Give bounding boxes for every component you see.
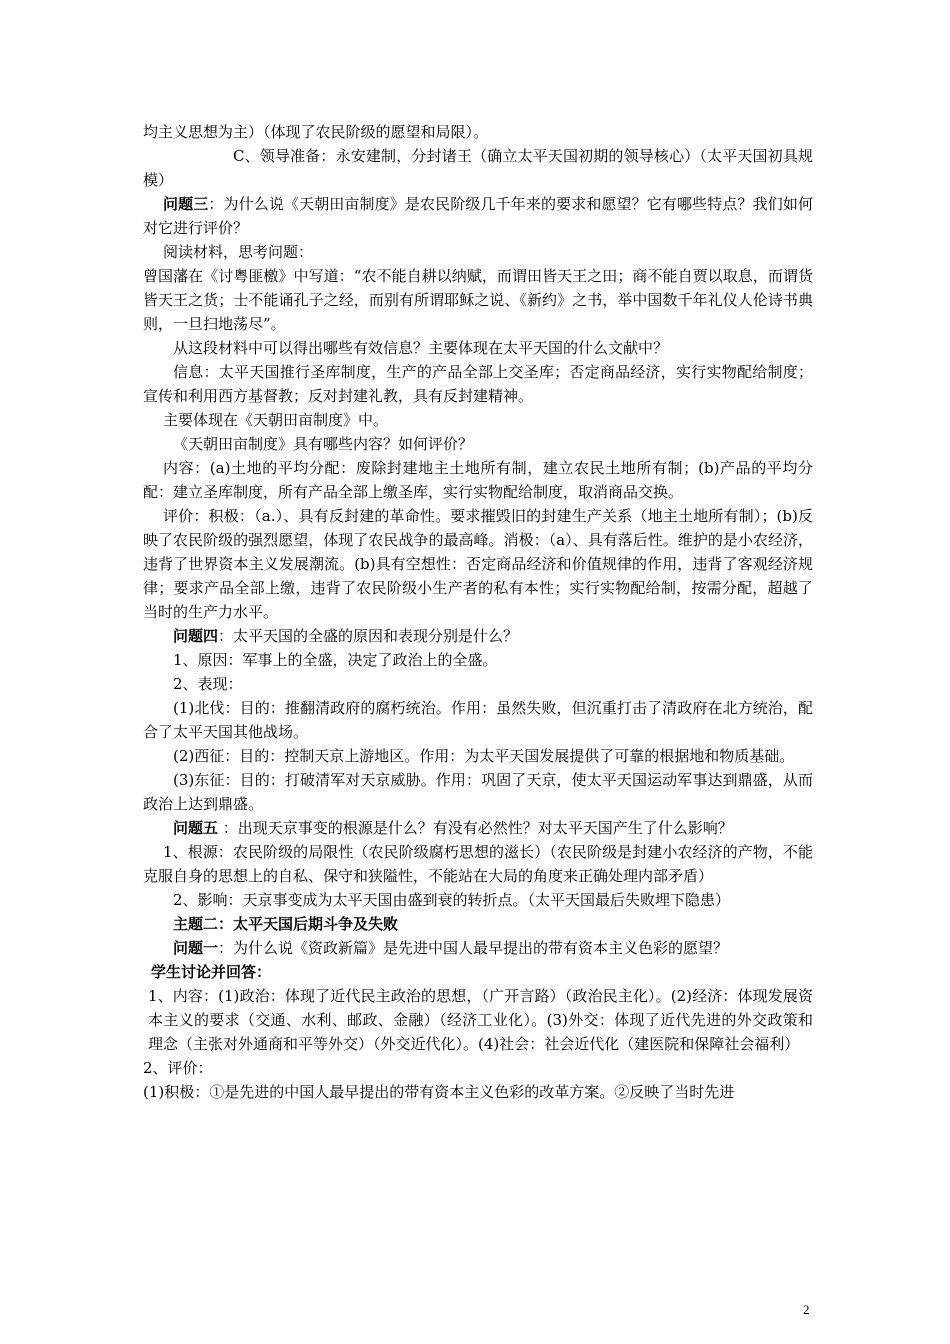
text-paragraph	[143, 192, 813, 240]
text-paragraph: 评价：积极：（a.）、具有反封建的革命性。要求摧毁旧的封建生产关系（地主土地所有制）；(b)反映了农民阶级的强烈愿望，体现了农民战争的最高峰。消极：（a）、具有落后性。维护的是小农经济，违背了世界资本主义发展潮流。(b)具有空想性：否定商品经济和价值规律的作用，违背了客观经济规律；要求产品全部上缴，违背了农民阶级小生产者的私有本性；实行实物配给制，按需分配，超越了当时的生产力水平。	[143, 507, 813, 621]
text-paragraph: 曾国藩在《讨粤匪檄》中写道：“农不能自耕以纳赋，而谓田皆天王之田；商不能自贾以取息，而谓货皆天王之货；士不能诵孔子之经，而别有所谓耶稣之说、《新约》之书，举中国数千年礼仪人伦诗书典则，一旦扫地荡尽”。	[143, 267, 813, 333]
question-label: 问题五	[173, 819, 219, 837]
text-paragraph: 均主义思想为主）（体现了农民阶级的愿望和局限）。	[143, 123, 489, 141]
text-paragraph: C、领导准备：永安建制，分封诸王（确立太平天国初期的领导核心）（太平天国初具规模）	[143, 147, 813, 189]
text-paragraph	[143, 816, 813, 840]
text-paragraph: 1、原因：军事上的全盛，决定了政治上的全盛。	[173, 651, 498, 669]
text-paragraph: (3)东征：目的：打破清军对天京威胁。作用：巩固了天京，使太平天国运动军事达到鼎盛，从而政治上达到鼎盛。	[143, 771, 813, 813]
text-paragraph: (2)西征：目的：控制天京上游地区。作用：为太平天国发展提供了可靠的根据地和物质基础。	[173, 747, 795, 765]
page-number: 2	[803, 1302, 810, 1317]
question-text: ：出现天京事变的根源是什么？有没有必然性？对太平天国产生了什么影响？	[218, 819, 733, 837]
text-paragraph: 主题二：太平天国后期斗争及失败	[173, 915, 399, 933]
document-body	[143, 120, 813, 1104]
text-paragraph: 2、评价：	[143, 1059, 213, 1077]
text-paragraph: 信息：太平天国推行圣库制度，生产的产品全部上交圣库；否定商品经济，实行实物配给制度；宣传和利用西方基督教；反对封建礼教，具有反封建精神。	[143, 363, 813, 405]
text-paragraph: 1、内容：(1)政治：体现了近代民主政治的思想，（广开言路）（政治民主化）。(2)经济：体现发展资本主义的要求（交通、水利、邮政、金融）（经济工业化）。(3)外交：体现了近代先进的外交政策和理念（主张对外通商和平等外交）（外交近代化）。(4)社会：社会近代化（建医院和保障社会福利）	[148, 987, 813, 1053]
question-label: 问题四	[173, 627, 219, 645]
question-label: 问题三	[163, 195, 209, 213]
question-text: ：为什么说《资政新篇》是先进中国人最早提出的带有资本主义色彩的愿望？	[218, 939, 729, 957]
text-paragraph: 《天朝田亩制度》具有哪些内容？如何评价？	[173, 435, 474, 453]
text-paragraph	[143, 624, 813, 648]
text-paragraph: (1)北伐：目的：推翻清政府的腐朽统治。作用：虽然失败，但沉重打击了清政府在北方统治，配合了太平天国其他战场。	[143, 699, 813, 741]
text-paragraph: 内容：(a)土地的平均分配：废除封建地主土地所有制，建立农民土地所有制；(b)产品的平均分配：建立圣库制度，所有产品全部上缴圣库，实行实物配给制度，取消商品交换。	[143, 459, 813, 501]
question-label: 问题一	[173, 939, 219, 957]
question-text: ：太平天国的全盛的原因和表现分别是什么？	[218, 627, 519, 645]
text-paragraph: 2、表现：	[173, 675, 243, 693]
text-paragraph: 1、根源：农民阶级的局限性（农民阶级腐朽思想的滋长）（农民阶级是封建小农经济的产物，不能克服自身的思想上的自私、保守和狭隘性，不能站在大局的角度来正确处理内部矛盾）	[143, 843, 813, 885]
text-paragraph: 2、影响：天京事变成为太平天国由盛到衰的转折点。（太平天国最后失败埋下隐患）	[173, 891, 731, 909]
text-paragraph	[143, 936, 813, 960]
question-text: ：为什么说《天朝田亩制度》是农民阶级几千年来的要求和愿望？它有哪些特点？我们如何对它进行评价？	[143, 195, 813, 237]
text-paragraph: (1)积极：①是先进的中国人最早提出的带有资本主义色彩的改革方案。②反映了当时先进	[143, 1083, 735, 1101]
text-paragraph: 阅读材料，思考问题：	[163, 243, 314, 261]
text-paragraph: 从这段材料中可以得出哪些有效信息？主要体现在太平天国的什么文献中？	[173, 339, 669, 357]
text-paragraph: 主要体现在《天朝田亩制度》中。	[163, 411, 389, 429]
text-paragraph: 学生讨论并回答：	[151, 963, 272, 981]
